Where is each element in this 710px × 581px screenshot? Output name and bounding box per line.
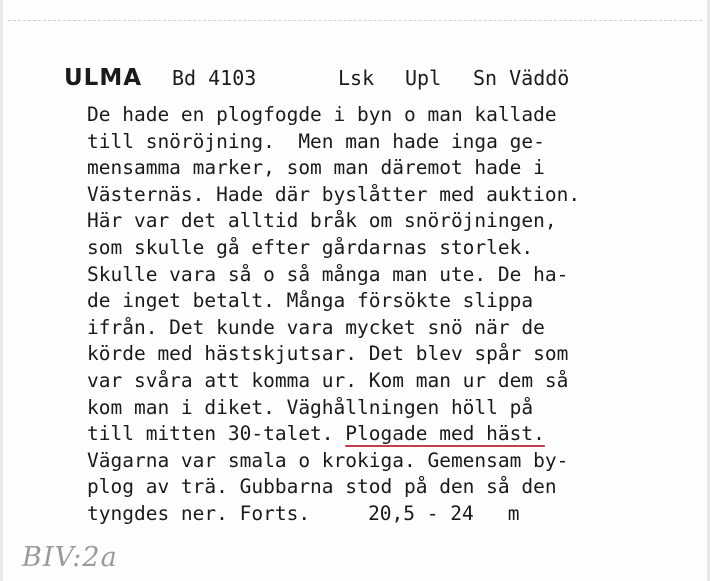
parish-label: Sn Väddö	[473, 66, 570, 90]
text-line: mensamma marker, som man däremot hade i	[87, 156, 545, 180]
collection-name: ULMA	[64, 65, 143, 91]
province-label: Upl	[405, 66, 442, 90]
handwritten-signum: BIV:2a	[22, 542, 118, 573]
text-line: körde med hästskjutsar. Det blev spår som	[87, 342, 569, 366]
informant-gender: m	[507, 501, 520, 525]
card-left-edge	[0, 0, 3, 581]
text-line: Skulle vara så o så många man ute. De ha-	[87, 262, 569, 286]
text-line: Vägarna var smala o krokiga. Gemensam by-	[87, 448, 569, 472]
card-header	[64, 60, 664, 96]
text-line: till snöröjning. Men man hade inga ge-	[87, 129, 545, 153]
closing-text: tyngdes ner. Forts.	[87, 501, 311, 525]
card-top-perforation	[8, 20, 702, 21]
district-label: Lsk	[338, 66, 375, 90]
line-prefix: till mitten 30-talet.	[87, 422, 346, 446]
informant-age: 20,5 - 24	[368, 501, 474, 525]
text-line: Här var det alltid bråk om snöröjningen,	[87, 209, 557, 233]
text-line: kom man i diket. Väghållningen höll på	[87, 395, 534, 419]
text-line: som skulle gå efter gårdarnas storlek.	[87, 235, 534, 259]
text-line: ifrån. Det kunde vara mycket snö när de	[87, 315, 545, 339]
text-line: Västernäs. Hade där byslåtter med auktion.	[87, 182, 581, 206]
text-line: de inget betalt. Många försökte slippa	[87, 289, 534, 313]
text-line-last	[87, 501, 687, 528]
transcript-body	[87, 102, 687, 528]
underlined-phrase: Plogade med häst.	[345, 422, 545, 446]
text-line: var svåra att komma ur. Kom man ur dem så	[87, 368, 569, 392]
text-line: De hade en plogfogde i byn o man kallade	[87, 103, 557, 126]
record-number: Bd 4103	[172, 66, 257, 90]
text-line-underlined	[87, 421, 687, 448]
text-line: plog av trä. Gubbarna stod på den så den	[87, 475, 557, 499]
